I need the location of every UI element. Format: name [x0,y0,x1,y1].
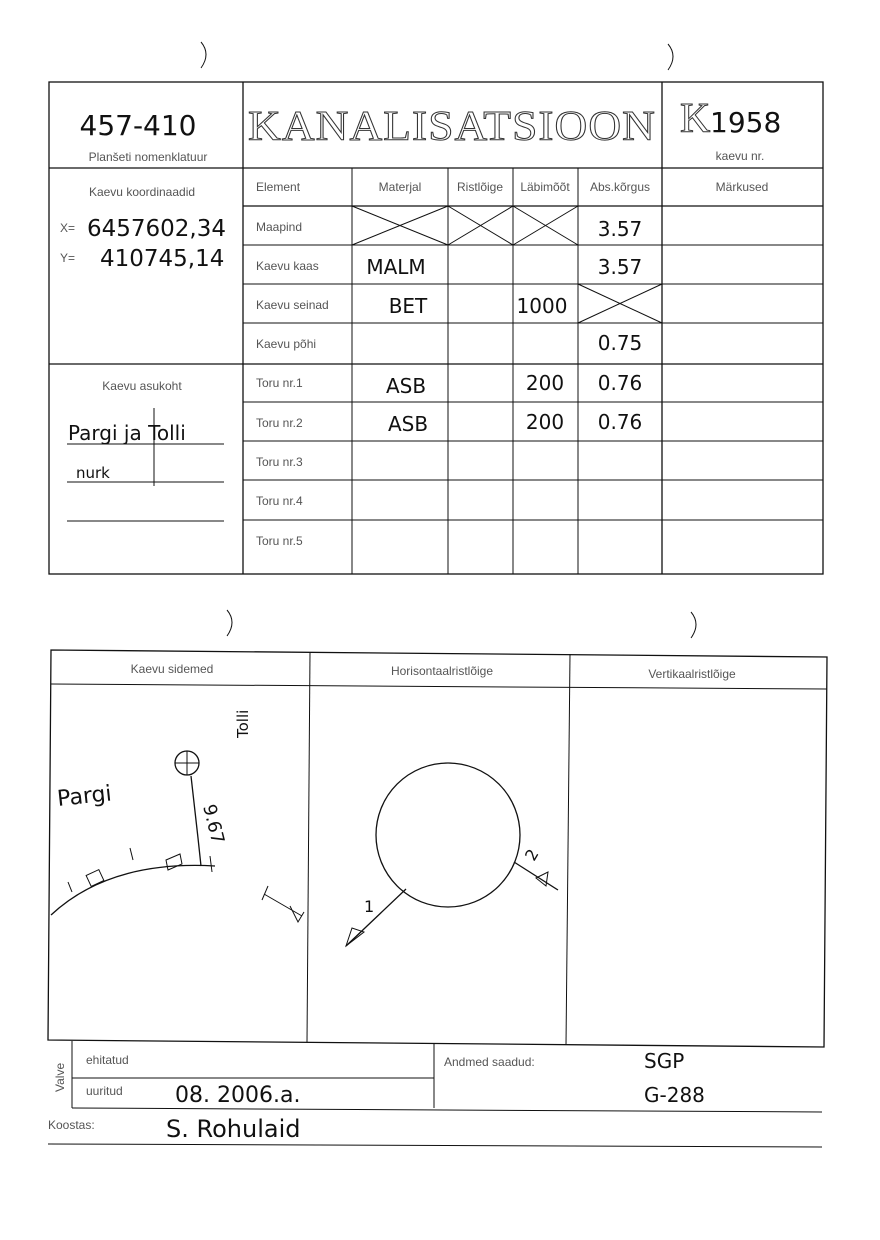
header-element: Element [256,180,301,194]
header-cross-section: Ristlõige [456,180,504,194]
form-title: KANALISATSIOON [248,104,656,150]
row-diameter: 200 [525,410,565,434]
distance-label: 9.67 [198,802,229,847]
side-label: Valve [53,1062,67,1092]
well-circle [376,763,520,907]
compiled-label: Koostas: [48,1118,95,1132]
row-diameter: 1000 [516,294,568,318]
punch-mark [227,610,232,636]
table-rows [256,217,642,548]
row-element: Kaevu seinad [256,298,329,312]
data-from-value-1: SGP [644,1049,685,1073]
nomenclature-value: 457-410 [79,109,197,142]
coord-x-value: 6457602,34 [87,216,227,242]
location-line-1: Pargi ja Tolli [68,421,186,445]
punch-mark [201,42,206,68]
row-height: 3.57 [597,255,643,279]
header-horizontal-section: Horisontaalristlõige [390,664,494,678]
row-height: 0.76 [597,371,643,395]
street-label-pargi: Pargi [56,781,113,812]
well-number-label: kaevu nr. [715,149,765,163]
row-material: ASB [385,374,427,398]
row-height: 0.75 [597,331,643,355]
card-1 [49,82,823,574]
header-material: Materjal [378,180,422,194]
row-element: Kaevu kaas [256,259,319,273]
header-vertical-section: Vertikaalristlõige [648,667,736,681]
pipe-stub [262,886,304,922]
row-height: 0.76 [597,410,643,434]
data-from-value-2: G-288 [644,1083,705,1107]
row-element: Toru nr.1 [256,376,303,390]
well-prefix: K [680,96,712,142]
row-material: ASB [387,412,429,436]
card-2-border [48,650,827,1047]
coord-x-label: X= [60,221,76,235]
row-element: Toru nr.3 [256,455,303,469]
row-element: Maapind [256,220,303,234]
pipe-1-label: 1 [364,897,375,916]
punch-mark [691,612,696,638]
valve-symbol [166,854,182,870]
pipe-2-line [514,862,558,890]
coord-y-label: Y= [60,251,76,265]
nomenclature-label: Planšeti nomenklatuur [88,150,208,164]
connections-sketch [51,710,304,922]
surveyed-label: uuritud [86,1084,123,1098]
coordinates-label: Kaevu koordinaadid [88,185,196,199]
header-remarks: Märkused [715,180,769,194]
header-connections: Kaevu sidemed [130,662,214,676]
built-label: ehitatud [86,1053,129,1067]
location-label: Kaevu asukoht [102,379,182,393]
row-element: Toru nr.4 [256,494,303,508]
distance-line [191,776,201,866]
pipe-1-arrow [346,928,364,946]
street-label-tolli: Tolli [234,709,252,738]
card-2 [48,650,827,1147]
well-number: 1958 [710,106,782,139]
row-element: Toru nr.5 [256,534,303,548]
header-abs-height: Abs.kõrgus [589,180,651,194]
row-material: MALM [366,255,426,279]
row-element: Kaevu põhi [256,337,317,351]
row-material: BET [388,294,428,318]
row-diameter: 200 [525,371,565,395]
bottom-info [48,1041,822,1147]
location-line-2: nurk [76,464,110,482]
pipe-2-arrow [536,872,548,886]
compiled-value: S. Rohulaid [166,1115,301,1143]
row-element: Toru nr.2 [256,416,303,430]
row-height: 3.57 [597,217,643,241]
header-diameter: Läbimõõt [520,180,570,194]
punch-mark [668,44,673,70]
table-header [256,180,768,194]
data-from-label: Andmed saadud: [444,1055,535,1069]
street-curve [51,865,215,915]
pipe-2-label: 2 [521,845,543,864]
surveyed-value: 08. 2006.a. [175,1083,301,1108]
coord-y-value: 410745,14 [100,246,225,272]
valve-symbol [86,870,104,887]
horizontal-section-sketch [346,763,558,946]
